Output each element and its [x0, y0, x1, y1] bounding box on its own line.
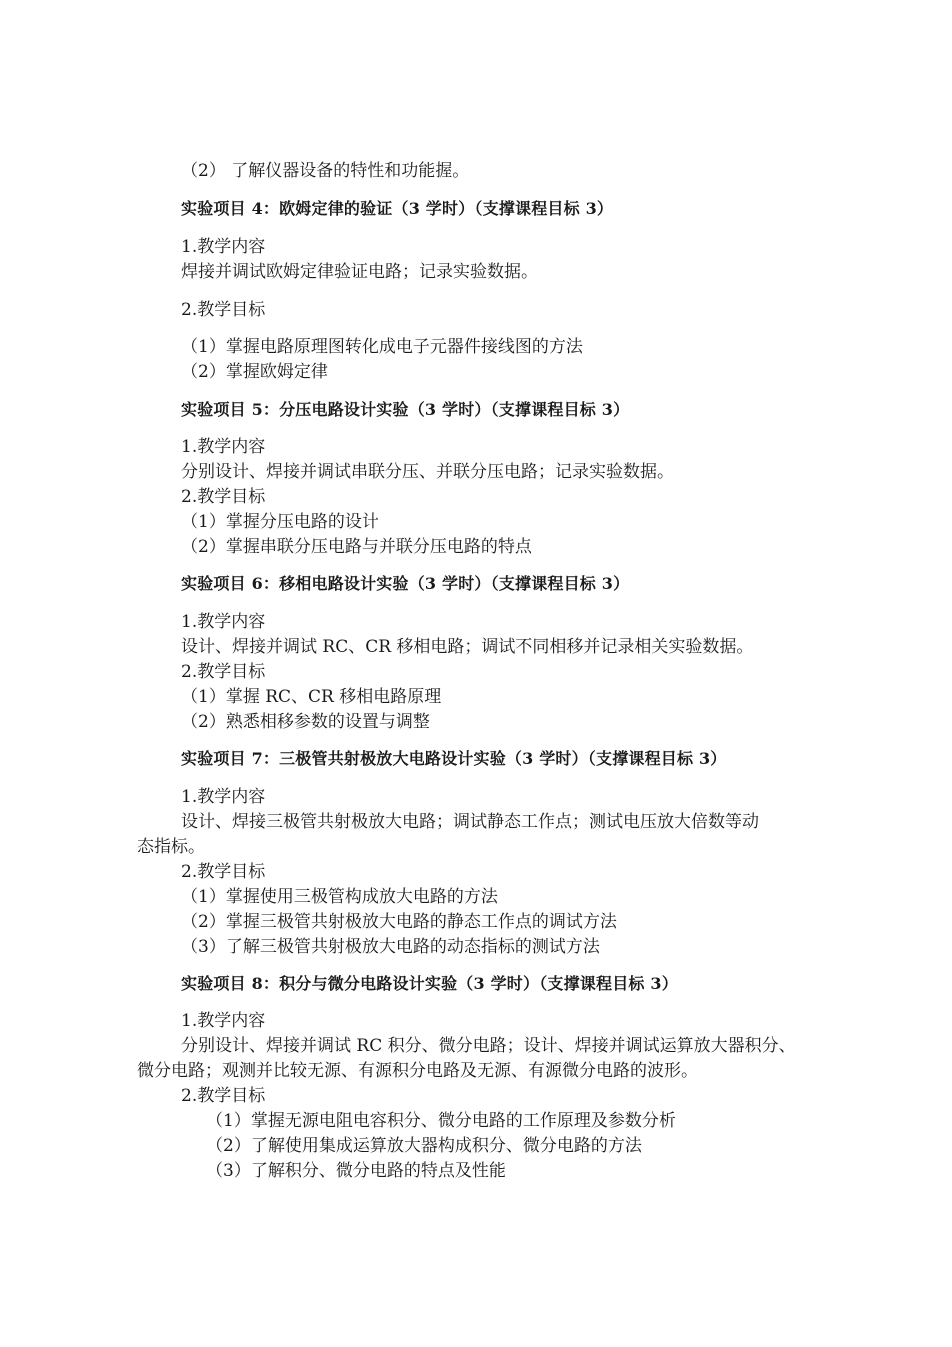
subheading-goals: 2.教学目标: [181, 487, 266, 507]
section-heading-exp6: 实验项目 6：移相电路设计实验（3 学时）（支撑课程目标 3）: [181, 574, 630, 593]
subheading-goals: 2.教学目标: [181, 662, 266, 682]
goal-item: （2）了解使用集成运算放大器构成积分、微分电路的方法: [206, 1136, 642, 1156]
content-text: 分别设计、焊接并调试串联分压、并联分压电路；记录实验数据。: [181, 462, 674, 482]
section-heading-exp8: 实验项目 8：积分与微分电路设计实验（3 学时）（支撑课程目标 3）: [181, 974, 678, 993]
subheading-content: 1.教学内容: [181, 787, 266, 807]
content-text-continued: 微分电路；观测并比较无源、有源积分电路及无源、有源微分电路的波形。: [137, 1061, 698, 1081]
content-text-continued: 态指标。: [137, 837, 205, 857]
goal-item: （3）了解积分、微分电路的特点及性能: [206, 1161, 506, 1181]
content-text: 分别设计、焊接并调试 RC 积分、微分电路；设计、焊接并调试运算放大器积分、: [181, 1036, 796, 1056]
subheading-goals: 2.教学目标: [181, 1086, 266, 1106]
content-text: 焊接并调试欧姆定律验证电路；记录实验数据。: [181, 262, 538, 282]
goal-item: （2） 了解仪器设备的特性和功能握。: [181, 161, 470, 181]
subheading-content: 1.教学内容: [181, 437, 266, 457]
goal-item: （2）熟悉相移参数的设置与调整: [181, 712, 430, 732]
subheading-content: 1.教学内容: [181, 612, 266, 632]
section-heading-exp7: 实验项目 7：三极管共射极放大电路设计实验（3 学时）（支撑课程目标 3）: [181, 749, 727, 768]
goal-item: （1）掌握无源电阻电容积分、微分电路的工作原理及参数分析: [206, 1111, 676, 1131]
content-text: 设计、焊接并调试 RC、CR 移相电路；调试不同相移并记录相关实验数据。: [181, 637, 754, 657]
goal-item: （2）掌握三极管共射极放大电路的静态工作点的调试方法: [181, 912, 617, 932]
section-heading-exp5: 实验项目 5：分压电路设计实验（3 学时）（支撑课程目标 3）: [181, 400, 630, 419]
goal-item: （2）掌握串联分压电路与并联分压电路的特点: [181, 537, 532, 557]
goal-item: （3）了解三极管共射极放大电路的动态指标的测试方法: [181, 937, 600, 957]
goal-item: （1）掌握 RC、CR 移相电路原理: [181, 687, 442, 707]
subheading-goals: 2.教学目标: [181, 300, 266, 320]
subheading-goals: 2.教学目标: [181, 862, 266, 882]
section-heading-exp4: 实验项目 4：欧姆定律的验证（3 学时）（支撑课程目标 3）: [181, 199, 614, 218]
goal-item: （1）掌握分压电路的设计: [181, 512, 379, 532]
content-text: 设计、焊接三极管共射极放大电路；调试静态工作点；测试电压放大倍数等动: [181, 812, 759, 832]
goal-item: （1）掌握电路原理图转化成电子元器件接线图的方法: [181, 337, 583, 357]
subheading-content: 1.教学内容: [181, 237, 266, 257]
goal-item: （1）掌握使用三极管构成放大电路的方法: [181, 887, 498, 907]
subheading-content: 1.教学内容: [181, 1011, 266, 1031]
goal-item: （2）掌握欧姆定律: [181, 362, 328, 382]
